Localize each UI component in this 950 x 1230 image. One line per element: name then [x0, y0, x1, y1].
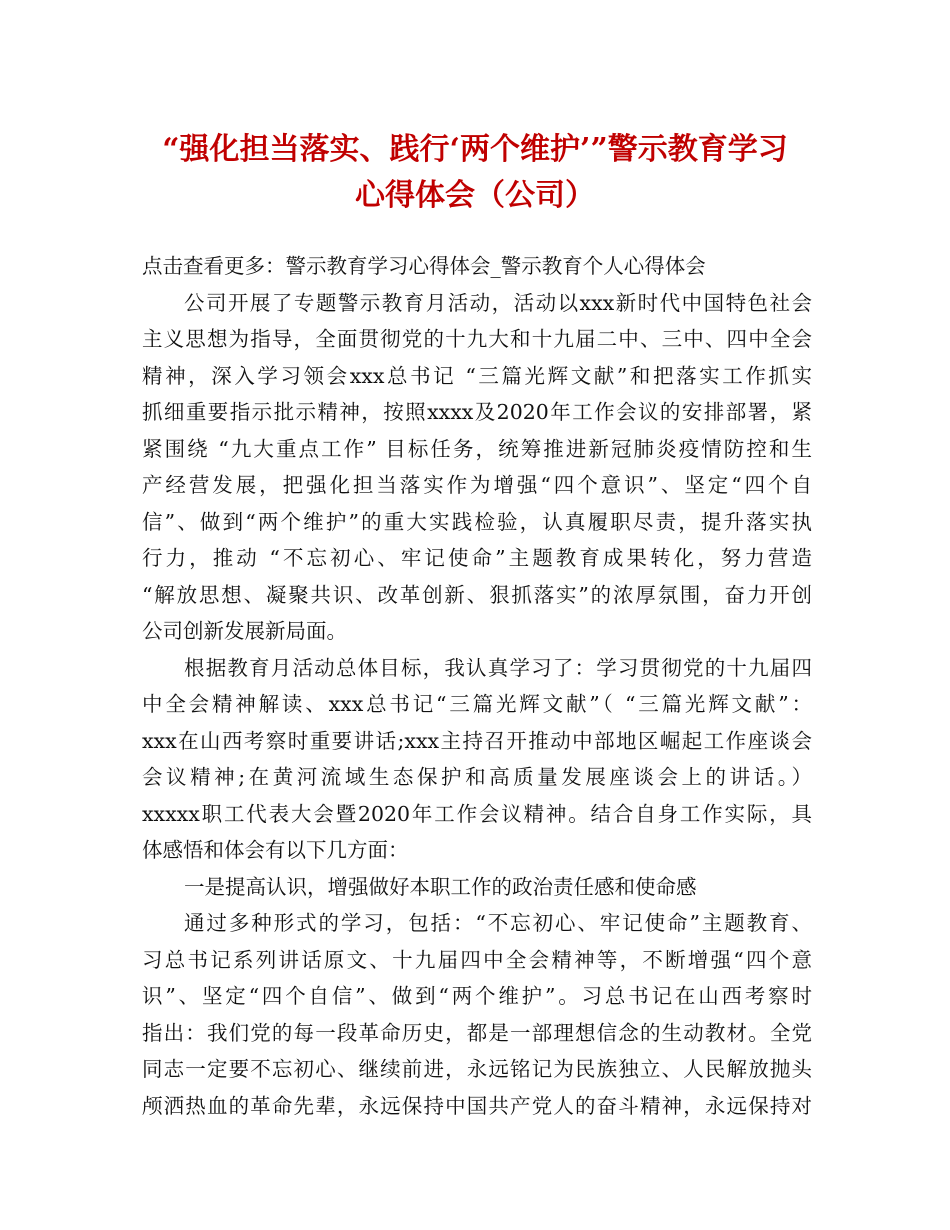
paragraph-line: xxx在山西考察时重要讲话;xxx主持召开推动中部地区崛起工作座谈会 [142, 728, 812, 753]
paragraph-line: 抓细重要指示批示精神，按照xxxx及2020年工作会议的安排部署，紧 [142, 400, 812, 424]
paragraph-line: xxxxx职工代表大会暨2020年工作会议精神。结合自身工作实际，具 [142, 801, 812, 826]
more-link-line[interactable]: 点击查看更多：警示教育学习心得体会_警示教育个人心得体会 [142, 254, 706, 278]
paragraph-line: 习总书记系列讲话原文、十九届四中全会精神等，不断增强“四个意 [142, 947, 812, 972]
paragraph-line: “解放思想、凝聚共识、改革创新、狠抓落实”的浓厚氛围，奋力开创 [142, 582, 812, 607]
paragraph-line: 主义思想为指导，全面贯彻党的十九大和十九届二中、三中、四中全会 [142, 327, 812, 351]
paragraph-line: 紧围绕 “九大重点工作” 目标任务，统筹推进新冠肺炎疫情防控和生 [142, 436, 812, 461]
paragraph-line: 精神，深入学习领会xxx总书记 “三篇光辉文献”和把落实工作抓实 [142, 363, 812, 388]
paragraph-line: 公司创新发展新局面。 [142, 619, 347, 643]
paragraph-line: 识”、坚定“四个自信”、做到“两个维护”。习总书记在山西考察时 [142, 984, 812, 1008]
paragraph-line: 会议精神;在黄河流域生态保护和高质量发展座谈会上的讲话。） [142, 765, 812, 789]
paragraph-line: 信”、做到“两个维护”的重大实践检验，认真履职尽责，提升落实执 [142, 509, 812, 534]
paragraph-line: 行力，推动 “不忘初心、牢记使命”主题教育成果转化，努力营造 [142, 546, 812, 570]
paragraph-line: 体感悟和体会有以下几方面： [142, 838, 409, 862]
paragraph-line: 中全会精神解读、xxx总书记“三篇光辉文献”（ “三篇光辉文献”： [142, 692, 812, 716]
paragraph-line: 根据教育月活动总体目标，我认真学习了：学习贯彻党的十九届四 [184, 655, 812, 680]
document-title-line-2: 心得体会（公司） [355, 178, 595, 213]
paragraph-line: 产经营发展，把强化担当落实作为增强“四个意识”、坚定“四个自 [142, 473, 812, 497]
paragraph-line: 公司开展了专题警示教育月活动，活动以xxx新时代中国特色社会 [184, 290, 812, 315]
document-body [142, 248, 812, 1124]
paragraph-line: 指出：我们党的每一段革命历史，都是一部理想信念的生动教材。全党 [142, 1020, 812, 1045]
document-title-line-1: “强化担当落实、践行‘两个维护’”警示教育学习 [162, 132, 788, 167]
paragraph-line: 同志一定要不忘初心、继续前进，永远铭记为民族独立、人民解放抛头 [142, 1057, 812, 1081]
paragraph-line: 通过多种形式的学习，包括：“不忘初心、牢记使命”主题教育、 [184, 911, 812, 935]
paragraph-line: 颅洒热血的革命先辈，永远保持中国共产党人的奋斗精神，永远保持对 [142, 1093, 812, 1118]
section-heading: 一是提高认识，增强做好本职工作的政治责任感和使命感 [184, 874, 697, 899]
